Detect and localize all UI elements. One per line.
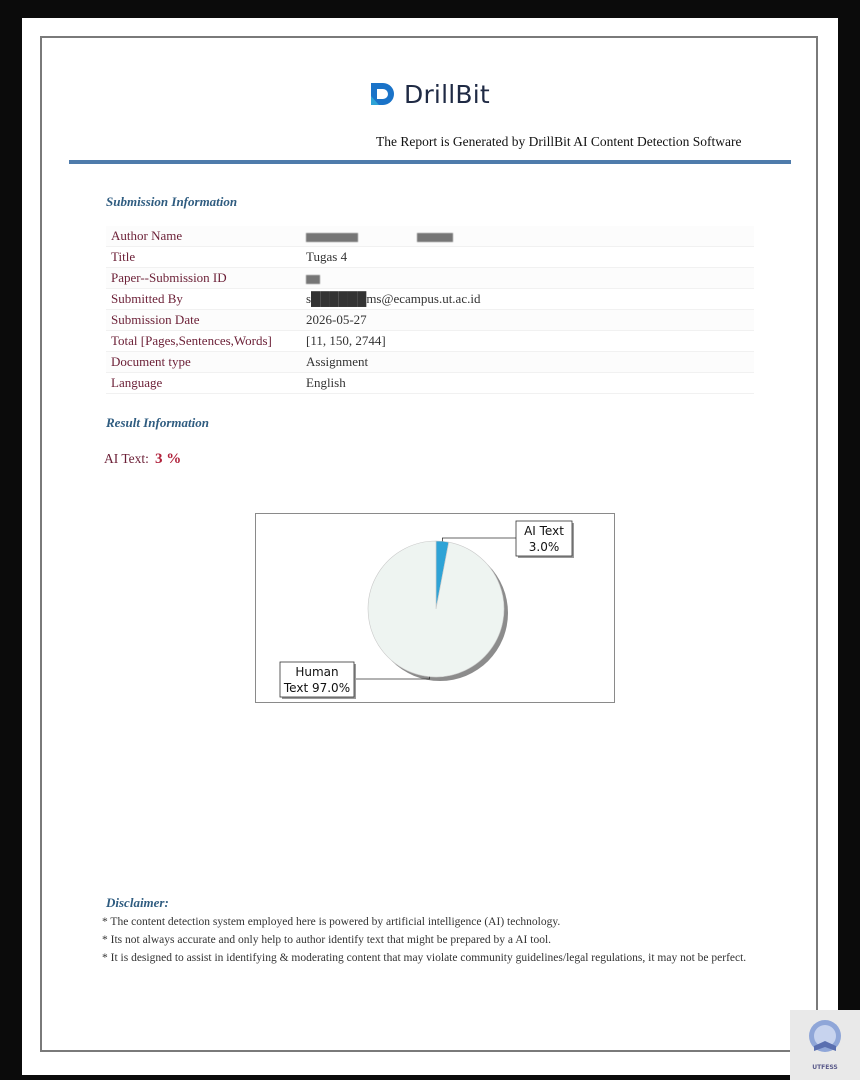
row-label: Paper--Submission ID — [106, 268, 306, 289]
ai-text-value: 3 % — [154, 451, 182, 467]
result-info-heading: Result Information — [106, 415, 209, 430]
redacted-text — [306, 275, 320, 284]
row-value: s██████ms@ecampus.ut.ac.id — [306, 289, 754, 310]
table-row — [106, 289, 754, 310]
table-row — [106, 373, 754, 394]
table-row — [106, 310, 754, 331]
data-label: Text 97.0% — [283, 681, 351, 695]
data-label: 3.0% — [528, 540, 560, 554]
row-value: Assignment — [306, 352, 754, 373]
drillbit-logo-icon — [368, 79, 398, 109]
submission-info-heading: Submission Information — [106, 194, 238, 209]
report-page — [22, 18, 838, 1075]
ai-text-label: AI Text: — [104, 451, 149, 466]
row-value: English — [306, 373, 754, 394]
data-label: Human — [295, 665, 339, 679]
table-row — [106, 352, 754, 373]
redacted-text — [417, 233, 453, 242]
university-seal-icon — [790, 1010, 860, 1064]
row-label: Author Name — [106, 226, 306, 247]
row-label: Submitted By — [106, 289, 306, 310]
row-value: Tugas 4 — [306, 247, 754, 268]
table-row — [106, 226, 754, 247]
table-row — [106, 331, 754, 352]
generated-by-text: The Report is Generated by DrillBit AI Content Detection Software — [376, 134, 742, 149]
pie-chart-svg — [256, 514, 614, 702]
submission-info-table — [106, 226, 754, 394]
row-label: Document type — [106, 352, 306, 373]
redacted-text — [306, 233, 358, 242]
row-label: Language — [106, 373, 306, 394]
row-value: [11, 150, 2744] — [306, 331, 754, 352]
data-label: AI Text — [524, 524, 564, 538]
brand-name: DrillBit — [404, 79, 490, 109]
submission-id-value — [306, 268, 754, 289]
row-label: Title — [106, 247, 306, 268]
drillbit-logo — [368, 79, 490, 109]
row-label: Submission Date — [106, 310, 306, 331]
header-divider — [69, 160, 791, 164]
watermark-badge — [790, 1010, 860, 1080]
table-row — [106, 247, 754, 268]
ai-text-result — [104, 451, 181, 468]
disclaimer-line: * It is designed to assist in identifying & moderating content that may violate community guidelines/legal regulations, it may not be perfect. — [102, 952, 747, 964]
table-row — [106, 268, 754, 289]
author-name-value — [306, 226, 754, 247]
disclaimer-heading: Disclaimer: — [106, 895, 169, 910]
row-value: 2026-05-27 — [306, 310, 754, 331]
leader-line — [442, 538, 516, 541]
watermark-text: UTFESS — [812, 1064, 838, 1071]
ai-pie-chart — [255, 513, 615, 703]
pie-slice — [368, 541, 504, 677]
disclaimer-line: * Its not always accurate and only help to author identify text that might be prepared by a AI tool. — [102, 934, 552, 946]
row-label: Total [Pages,Sentences,Words] — [106, 331, 306, 352]
disclaimer-line: * The content detection system employed here is powered by artificial intelligence (AI) technology. — [102, 916, 561, 928]
